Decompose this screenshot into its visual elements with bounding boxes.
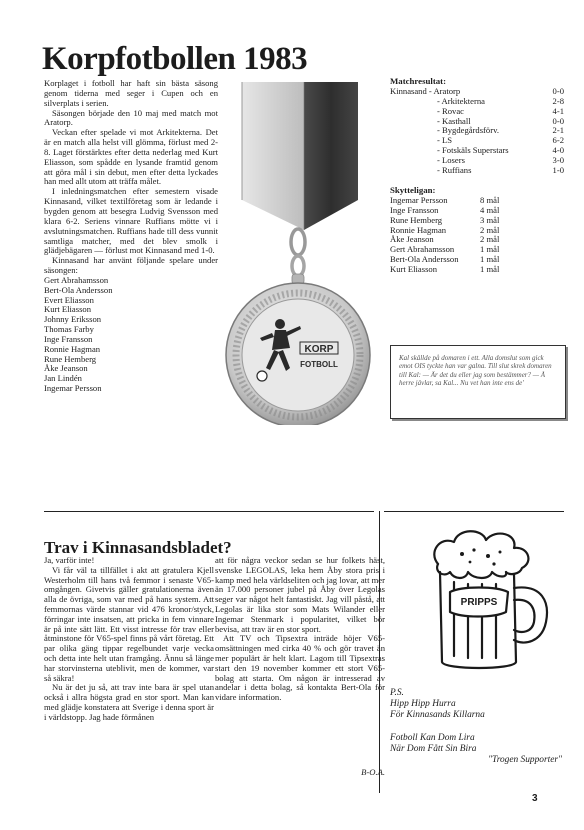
medal-ring: [291, 229, 305, 284]
ps-line: P.S.: [390, 688, 404, 698]
paragraph: Ja, varför inte!: [44, 555, 95, 565]
result-score: 0-0: [552, 115, 564, 126]
result-team: - LS: [437, 135, 453, 146]
result-team: - Rovac: [437, 105, 464, 116]
scorer-name: Bert-Ola Andersson: [390, 254, 459, 265]
scorer-goals: 3 mål: [480, 214, 500, 225]
scorer-name: Kurt Eliasson: [390, 264, 438, 275]
player-name: Gert Abrahamsson: [44, 274, 109, 285]
result-score: 3-0: [552, 155, 564, 166]
paragraph: I inledningsmatchen efter semestern visade Kinnasand, vilket textilföretag som är ledande i bygden genom att besegra Ludvig Svensson med klara 6-2. Seriens vinnare Ruffians mötte vi i avslutningsmatchen. Ruffians hade till dess vunnit samtliga matcher, med det blev smolk i glädjebägaren — förlust mot Kinnasand med 1-0.: [44, 186, 218, 256]
beer-mug-drawing: [410, 522, 560, 677]
result-team: - Kasthall: [437, 115, 471, 126]
page-number: 3: [532, 793, 538, 804]
ribbon: [242, 82, 358, 230]
scorer-goals: 1 mål: [480, 254, 500, 265]
results-panel: [390, 77, 564, 275]
player-name: Johnny Eriksson: [44, 314, 102, 325]
scorer-row: [390, 265, 564, 275]
paragraph: Kinnasand har använt följande spelare under säsongen:: [44, 255, 218, 276]
result-score: 1-0: [552, 165, 564, 176]
ps-line: "Trogen Supporter": [488, 755, 562, 766]
result-team: - Ruffians: [437, 165, 472, 176]
scorer-goals: 2 mål: [480, 234, 500, 245]
ps-line: För Kinnasands Killarna: [390, 710, 485, 721]
player-list: [44, 276, 218, 394]
paragraph: Veckan efter spelade vi mot Arkitekterna. Det är en match alla helst vill glömma, förlust med 2-8. Laget förstärktes efter detta nederlag med Kurt Eliasson, som spådde en lysande framtid genom att göra mål i sin debut, men efter detta lyckades han med allt utom att träffa målet.: [44, 127, 218, 187]
paragraph: Korplaget i fotboll har haft sin bästa säsong genom tiderna med seger i Cupen och en silverplats i serien.: [44, 78, 218, 108]
result-team: - Arkitekterna: [437, 95, 485, 106]
result-score: 2-8: [552, 95, 564, 106]
scorers-heading: Skytteligan:: [390, 184, 436, 195]
ps-spacer: [390, 722, 570, 733]
result-row: [390, 107, 564, 117]
article-signature: B-O.A.: [361, 767, 385, 777]
result-row: [390, 97, 564, 107]
result-score: 2-1: [552, 125, 564, 136]
scorer-goals: 2 mål: [480, 224, 500, 235]
paragraph: Säsongen började den 10 maj med match mot Aratorp.: [44, 107, 218, 128]
player-name: Åke Jeanson: [44, 363, 88, 374]
result-row: [390, 156, 564, 166]
result-team: - Bygdegårdsförv.: [437, 125, 499, 136]
scorer-name: Ronnie Hagman: [390, 224, 447, 235]
scorer-name: Rune Hemberg: [390, 214, 443, 225]
section-divider: [44, 511, 374, 512]
scorer-goals: 8 mål: [480, 194, 500, 205]
scorer-goals: 1 mål: [480, 244, 500, 255]
beer-label: PRIPPS: [460, 597, 498, 608]
ps-line: När Dom Fått Sin Bira: [390, 743, 477, 754]
result-score: 4-0: [552, 145, 564, 156]
result-score: 6-2: [552, 135, 564, 146]
result-team: - Losers: [437, 155, 465, 166]
article-title-trav: Trav i Kinnasandsbladet?: [44, 538, 232, 557]
ps-note: [390, 688, 570, 766]
anecdote-box: [390, 345, 566, 419]
results-table: [390, 87, 564, 176]
player-name: Inge Fransson: [44, 333, 93, 344]
results-heading: Matchresultat:: [390, 76, 447, 86]
result-score: 4-1: [552, 105, 564, 116]
player-name: Ronnie Hagman: [44, 343, 101, 354]
result-row: [390, 126, 564, 136]
scorer-name: Inge Fransson: [390, 204, 439, 215]
player-name: Kurt Eliasson: [44, 304, 92, 315]
ps-line: Hipp Hipp Hurra: [390, 699, 456, 710]
scorer-name: Gert Abrahamsson: [390, 244, 455, 255]
result-row: [390, 146, 564, 156]
scorer-goals: 1 mål: [480, 264, 500, 275]
medal-photo: [220, 80, 380, 425]
paragraph: Nu är det ju så, att trav inte bara är spel utan också i allra högsta grad en stor sport. Man kan med glädje konstatera att Sverige i denna sport är i världstopp. Jag hade förmånen: [44, 682, 214, 722]
result-score: 0-0: [552, 85, 564, 96]
scorer-goals: 4 mål: [480, 204, 500, 215]
player-name: Jan Lindén: [44, 373, 82, 384]
result-team: Kinnasand - Aratorp: [390, 85, 461, 96]
ps-line: Fotboll Kan Dom Lira: [390, 732, 475, 743]
paragraph: att för några veckor sedan se hur folkets häst, svenske LEGOLAS, leka hem Åby stora pris i kamp med hela världseliten och jag lovar, att mer än 17.000 personer jubel på Åby över Legolas seger var något helt fantastiskt. Jag vill påstå, att Legolas är lika stor som Mats Wilander eller Ingemar Stenmark i popularitet, vilket bör bevisa, att trav är en stor sport.: [215, 555, 385, 634]
article-title-korpfotbollen: Korpfotbollen 1983: [42, 41, 308, 77]
scorer-name: Ingemar Persson: [390, 194, 448, 205]
medal-label-fotboll: FOTBOLL: [300, 360, 338, 369]
player-name: Bert-Ola Andersson: [44, 284, 113, 295]
player-name: Evert Eliasson: [44, 294, 94, 305]
scorer-name: Åke Jeanson: [390, 234, 434, 245]
article-body-korpfotbollen: [44, 79, 218, 394]
scorers-table: [390, 196, 564, 275]
anecdote-text: Kal skällde på domaren i ett. Alla domslut som gick emot OIS tyckte han var galna. Till slut skrek domaren till Kal: — Är det du eller jag som bestämmer? — Å herre jävlar, sa Kal... Nu vet han inte ens de': [399, 354, 552, 387]
player-name: Rune Hemberg: [44, 353, 97, 364]
player-name: Thomas Farby: [44, 324, 94, 335]
article-body-trav-col1: [44, 556, 214, 723]
article-body-trav-col2: [215, 556, 385, 703]
medal-label-korp: KORP: [304, 344, 334, 355]
section-divider: [384, 511, 564, 512]
medal-disc: [226, 283, 370, 425]
player-name: Ingemar Persson: [44, 383, 102, 394]
result-row: [390, 166, 564, 176]
paragraph: Att TV och Tipsextra inträde höjer V65-omsättningen med cirka 40 % och gör travet än mer populärt är helt klart. Lagom till Tipsextras start den 19 november kommer ett stort V65-bolag att starta. Om någon är intresserad av andelar i detta bolag, så kontakta Bert-Ola för vidare information.: [215, 633, 385, 703]
paragraph: Vi får väl ta tillfället i akt att gratulera Kjell Westerholm till hans två femmor i senaste V65-omgången. Givetvis gäller gratulationerna även alla de övriga, som var med på hans system. Att femmornas värde stannar vid 476 kronor/styck, förringar inte insatsen, att pricka in fem vinnare är på inte sätt lätt. Ett visst intresse för trav eller åtminstone för V65-spel finns på vårt företag. Ett par olika gäng tippar regelbundet varje vecka och detta inte helt utan framgång. Ännu så länge har storvinsterna uteblivit, men de kommer, var så säkra!: [44, 564, 214, 683]
result-team: - Fotskäls Superstars: [437, 145, 509, 156]
